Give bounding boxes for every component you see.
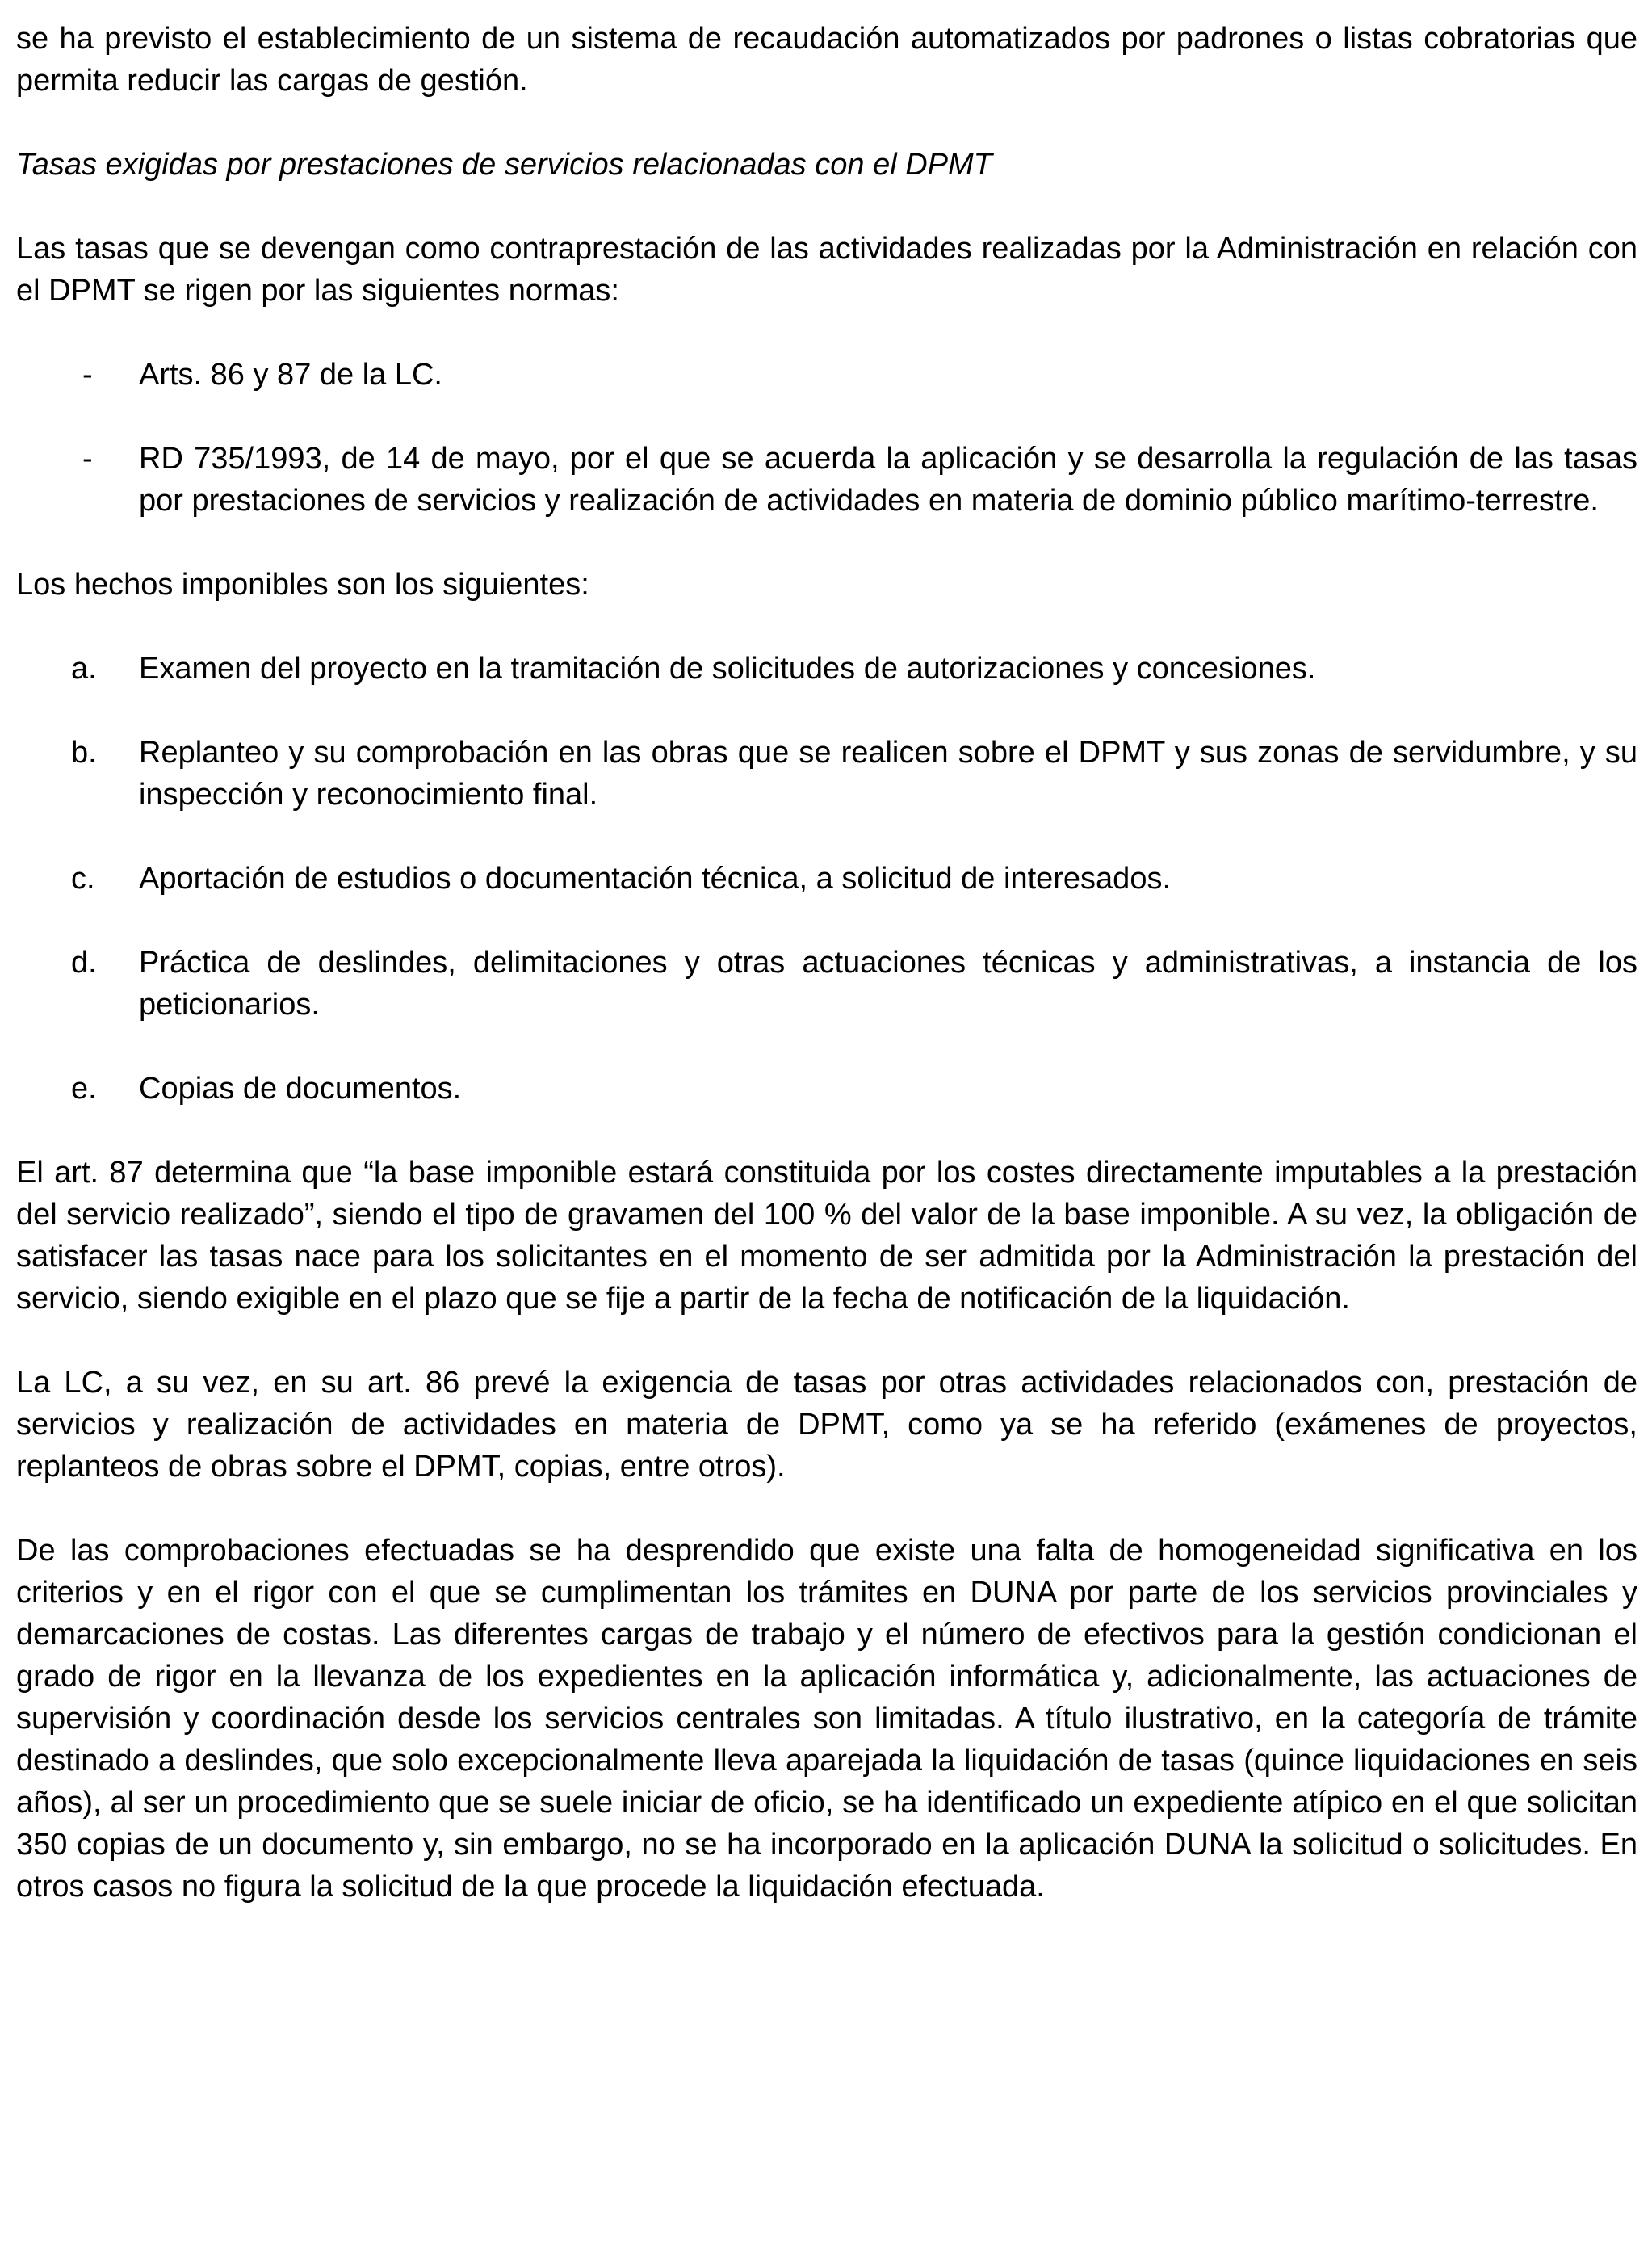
letter-list-item-text: Aportación de estudios o documentación técnica, a solicitud de interesados. [139,862,1172,896]
letter-list-item-text: Replanteo y su comprobación en las obras que se realicen sobre el DPMT y sus zonas de servidumbre, y su inspección y reconocimiento final. [139,736,1637,812]
letter-list-item-a [16,648,1637,690]
letter-list-marker: a. [71,652,97,686]
dash-bullet: - [82,358,93,392]
letter-list-item-text: Práctica de deslindes, delimitaciones y otras actuaciones técnicas y administrativas, a instancia de los peticionarios. [139,946,1637,1022]
paragraph-comprobaciones-duna: De las comprobaciones efectuadas se ha desprendido que existe una falta de homogeneidad significativa en los criterios y en el rigor con el que se cumplimentan los trámites en DUNA por parte de los servicios provinciales y demarcaciones de costas. Las diferentes cargas de trabajo y el número de efectivos para la gestión condicionan el grado de rigor en la llevanza de los expedientes en la aplicación informática y, adicionalmente, las actuaciones de supervisión y coordinación desde los servicios centrales son limitadas. A título ilustrativo, en la categoría de trámite destinado a deslindes, que solo excepcionalmente lleva aparejada la liquidación de tasas (quince liquidaciones en seis años), al ser un procedimiento que se suele iniciar de oficio, se ha identificado un expediente atípico en el que solicitan 350 copias de un documento y, sin embargo, no se ha incorporado en la aplicación DUNA la solicitud o solicitudes. En otros casos no figura la solicitud de la que procede la liquidación efectuada. [16,1534,1637,1904]
paragraph-hechos-imponibles-intro: Los hechos imponibles son los siguientes: [16,568,589,602]
letter-list-item-b [16,732,1637,816]
paragraph-art-87-base-imponible: El art. 87 determina que “la base imponible estará constituida por los costes directamente imputables a la prestación del servicio realizado”, siendo el tipo de gravamen del 100 % del valor de la base imponible. A su vez, la obligación de satisfacer las tasas nace para los solicitantes en el momento de ser admitida por la Administración la prestación del servicio, siendo exigible en el plazo que se fije a partir de la fecha de notificación de la liquidación. [16,1156,1637,1316]
letter-list-item-c [16,858,1637,900]
paragraph-sistema-recaudacion: se ha previsto el establecimiento de un sistema de recaudación automatizados por padrones o listas cobratorias que permita reducir las cargas de gestión. [16,22,1637,98]
letter-list-item-text: Copias de documentos. [139,1072,462,1106]
letter-list-item-text: Examen del proyecto en la tramitación de solicitudes de autorizaciones y concesiones. [139,652,1316,686]
letter-list-marker: e. [71,1072,97,1106]
letter-list-item-e [16,1068,1637,1110]
letter-list-item-d [16,942,1637,1026]
paragraph-tasas-normas-intro: Las tasas que se devengan como contraprestación de las actividades realizadas por la Administración en relación con el DPMT se rigen por las siguientes normas: [16,232,1637,308]
dash-list-item-text: Arts. 86 y 87 de la LC. [139,358,442,392]
paragraph-lc-art-86: La LC, a su vez, en su art. 86 prevé la exigencia de tasas por otras actividades relacionados con, prestación de servicios y realización de actividades en materia de DPMT, como ya se ha referido (exámenes de proyectos, replanteos de obras sobre el DPMT, copias, entre otros). [16,1366,1637,1484]
section-heading-tasas-dpmt: Tasas exigidas por prestaciones de servicios relacionadas con el DPMT [16,148,992,182]
dash-bullet: - [82,442,93,476]
letter-list-marker: c. [71,862,95,896]
letter-list-marker: b. [71,736,97,770]
dash-list-item-rd-735-1993 [16,438,1637,522]
letter-list-marker: d. [71,946,97,980]
dash-list-item-text: RD 735/1993, de 14 de mayo, por el que se acuerda la aplicación y se desarrolla la regulación de las tasas por prestaciones de servicios y realización de actividades en materia de dominio público marítimo-terrestre. [139,442,1637,518]
dash-list-item-arts-lc [16,354,1637,396]
